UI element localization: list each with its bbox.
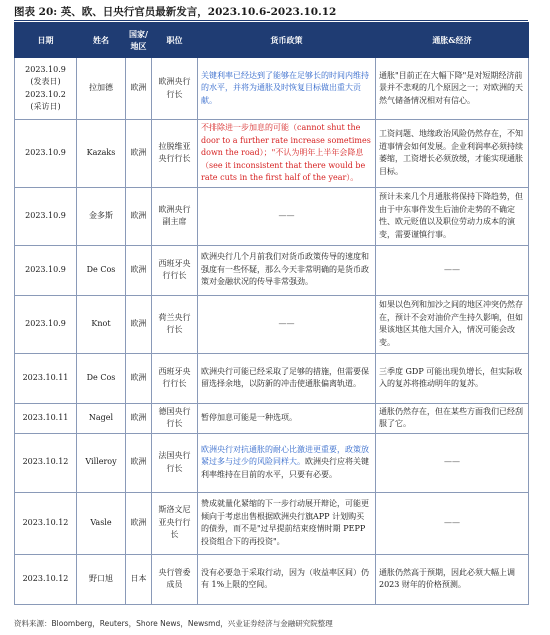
table-row — [15, 403, 529, 433]
cell-date — [15, 58, 77, 120]
cell-position: 斯洛文尼亚央行行长 — [152, 492, 198, 554]
cell-position: 西班牙央行行长 — [152, 353, 198, 403]
table-row — [15, 295, 529, 353]
table-row — [15, 245, 529, 295]
cell-date — [15, 295, 77, 353]
cell-name: Villeroy — [77, 433, 126, 492]
cell-inflation-economy: —— — [376, 245, 529, 295]
cell-monetary-policy: 欧洲央行几个月前我们对货币政策传导的速度和强度有一些怀疑，那么今天非常明确的是货币政策对金融状况的传导非常强劲。 — [198, 245, 376, 295]
header-name: 姓名 — [77, 23, 126, 58]
cell-name: De Cos — [77, 245, 126, 295]
cell-inflation-economy: 工资问题、地缘政治风险仍然存在，不知道事情会如何发展。企业利润率必须持续萎缩，工资增长必须放缓，才能实现通胀目标。 — [376, 120, 529, 188]
table-row — [15, 353, 529, 403]
cell-inflation-economy: 预计未来几个月通胀将保持下降趋势，但由于中东事件发生后油价走势的不确定性、欧元贬值以及职位劳动力成本的演变，需要谨慎行事。 — [376, 187, 529, 245]
figure-title: 图表 20: 英、欧、日央行官员最新发言，2023.10.6-2023.10.12 — [14, 6, 337, 18]
cell-inflation-economy: 如果以色列和加沙之间的地区冲突仍然存在，预计不会对油价产生持久影响，但如果该地区其他大国介入，情况可能会改变。 — [376, 295, 529, 353]
cell-date — [15, 492, 77, 554]
date-line: (采访日) — [30, 102, 61, 111]
cell-position: 荷兰央行行长 — [152, 295, 198, 353]
cell-name: De Cos — [77, 353, 126, 403]
header-date: 日期 — [15, 23, 77, 58]
cell-position: 欧洲央行副主席 — [152, 187, 198, 245]
table-row — [15, 554, 529, 604]
header-country: 国家/地区 — [126, 23, 152, 58]
monetary-text-part: 欧洲央行对抗通胀的耐心比激进更重要，政策放紧过多与过少的风险同样大。 — [201, 444, 369, 467]
title-rule — [14, 20, 528, 21]
cell-monetary-policy: 不排除进一步加息的可能（cannot shut the door to a further rate increase sometimes down the road）；"不认为明年上半年会降息（see it inconsistent that there would be rate cuts in the first half of the year）。 — [198, 120, 376, 188]
cell-monetary-policy — [198, 433, 376, 492]
cell-monetary-policy: 暂停加息可能是一种选项。 — [198, 403, 376, 433]
cell-country: 欧洲 — [126, 492, 152, 554]
cell-inflation-economy: 通胀"目前正在大幅下降"是对短期经济前景并不悲观的几个原因之一；对欧洲的天然气储备情况相对有信心。 — [376, 58, 529, 120]
monetary-text-part: 欧洲央行应将关键利率维持在目前的水平，只要有必要。 — [201, 457, 369, 479]
cell-date — [15, 403, 77, 433]
cell-date — [15, 433, 77, 492]
date-line: 2023.10.9 — [25, 148, 66, 157]
cell-name: Vasle — [77, 492, 126, 554]
date-line: 2023.10.11 — [22, 372, 69, 382]
cell-position: 德国央行行长 — [152, 403, 198, 433]
table-row — [15, 492, 529, 554]
cell-name: 拉加德 — [77, 58, 126, 120]
cell-country: 欧洲 — [126, 353, 152, 403]
date-line: 2023.10.2 — [25, 89, 66, 99]
table-row — [15, 187, 529, 245]
cell-monetary-policy: —— — [198, 295, 376, 353]
table-header-row — [15, 23, 529, 58]
cell-name: 金多斯 — [77, 187, 126, 245]
header-inflation-economy: 通胀&经济 — [376, 23, 529, 58]
date-line: 2023.10.9 — [25, 210, 66, 220]
table-row — [15, 58, 529, 120]
cell-position: 法国央行行长 — [152, 433, 198, 492]
cell-country: 欧洲 — [126, 433, 152, 492]
cell-monetary-policy: —— — [198, 187, 376, 245]
date-line: 2023.10.9 — [25, 318, 66, 328]
date-line: 2023.10.12 — [22, 573, 69, 583]
cell-monetary-policy: 赞成就量化紧缩的下一步行动展开辩论，可能更倾向于考虑出售根据欧洲央行旗APP 计划购买的债券，而不是"过早提前结束疫情时期 PEPP 投资组合下的再投资"。 — [198, 492, 376, 554]
cell-inflation-economy: 通胀仍然存在，但在某些方面我们已经刮服了它。 — [376, 403, 529, 433]
cell-country: 欧洲 — [126, 245, 152, 295]
header-monetary-policy: 货币政策 — [198, 23, 376, 58]
table-row — [15, 120, 529, 188]
date-line: 2023.10.9 — [25, 264, 66, 274]
cell-date — [15, 353, 77, 403]
date-line: 2023.10.11 — [22, 412, 69, 422]
cell-inflation-economy: —— — [376, 492, 529, 554]
cell-country: 欧洲 — [126, 295, 152, 353]
table-body — [15, 58, 529, 605]
cell-monetary-policy: 没有必要急于采取行动，因为（收益率区间）仍有 1%上限的空间。 — [198, 554, 376, 604]
cell-country: 欧洲 — [126, 187, 152, 245]
officials-statements-table — [14, 22, 529, 605]
cell-country: 欧洲 — [126, 58, 152, 120]
cell-name: Knot — [77, 295, 126, 353]
cell-inflation-economy: —— — [376, 433, 529, 492]
cell-date — [15, 554, 77, 604]
source-note: 资料来源：Bloomberg，Reuters，Shore News，Newsmd，兴业证券经济与金融研究院整理 — [14, 619, 333, 628]
date-line: (发表日) — [30, 77, 61, 86]
table-row — [15, 433, 529, 492]
header-position: 职位 — [152, 23, 198, 58]
cell-country: 欧洲 — [126, 403, 152, 433]
cell-monetary-policy: 欧洲央行可能已经采取了足够的措施，但需要保留选择余地，以防新的冲击使通胀偏离轨道。 — [198, 353, 376, 403]
cell-country: 欧洲 — [126, 120, 152, 188]
cell-position: 拉脱维亚央行行长 — [152, 120, 198, 188]
cell-date — [15, 187, 77, 245]
cell-monetary-policy: 关键利率已经达到了能够在足够长的时间内维持的水平，并将为通胀及时恢复目标做出重大贡献。 — [198, 58, 376, 120]
cell-position: 央行管委成员 — [152, 554, 198, 604]
date-line: 2023.10.12 — [22, 517, 69, 527]
cell-name: Nagel — [77, 403, 126, 433]
cell-inflation-economy: 三季度 GDP 可能出现负增长，但实际收入的复苏将推动明年的复苏。 — [376, 353, 529, 403]
date-line: 2023.10.12 — [22, 457, 69, 467]
date-line: 2023.10.9 — [25, 64, 66, 74]
cell-country: 日本 — [126, 554, 152, 604]
cell-date — [15, 120, 77, 188]
cell-position: 欧洲央行行长 — [152, 58, 198, 120]
cell-name: 野口旭 — [77, 554, 126, 604]
cell-date — [15, 245, 77, 295]
cell-position: 西班牙央行行长 — [152, 245, 198, 295]
cell-inflation-economy: 通胀仍然高于预期，因此必须大幅上调 2023 财年的价格预测。 — [376, 554, 529, 604]
cell-name: Kazaks — [77, 120, 126, 188]
